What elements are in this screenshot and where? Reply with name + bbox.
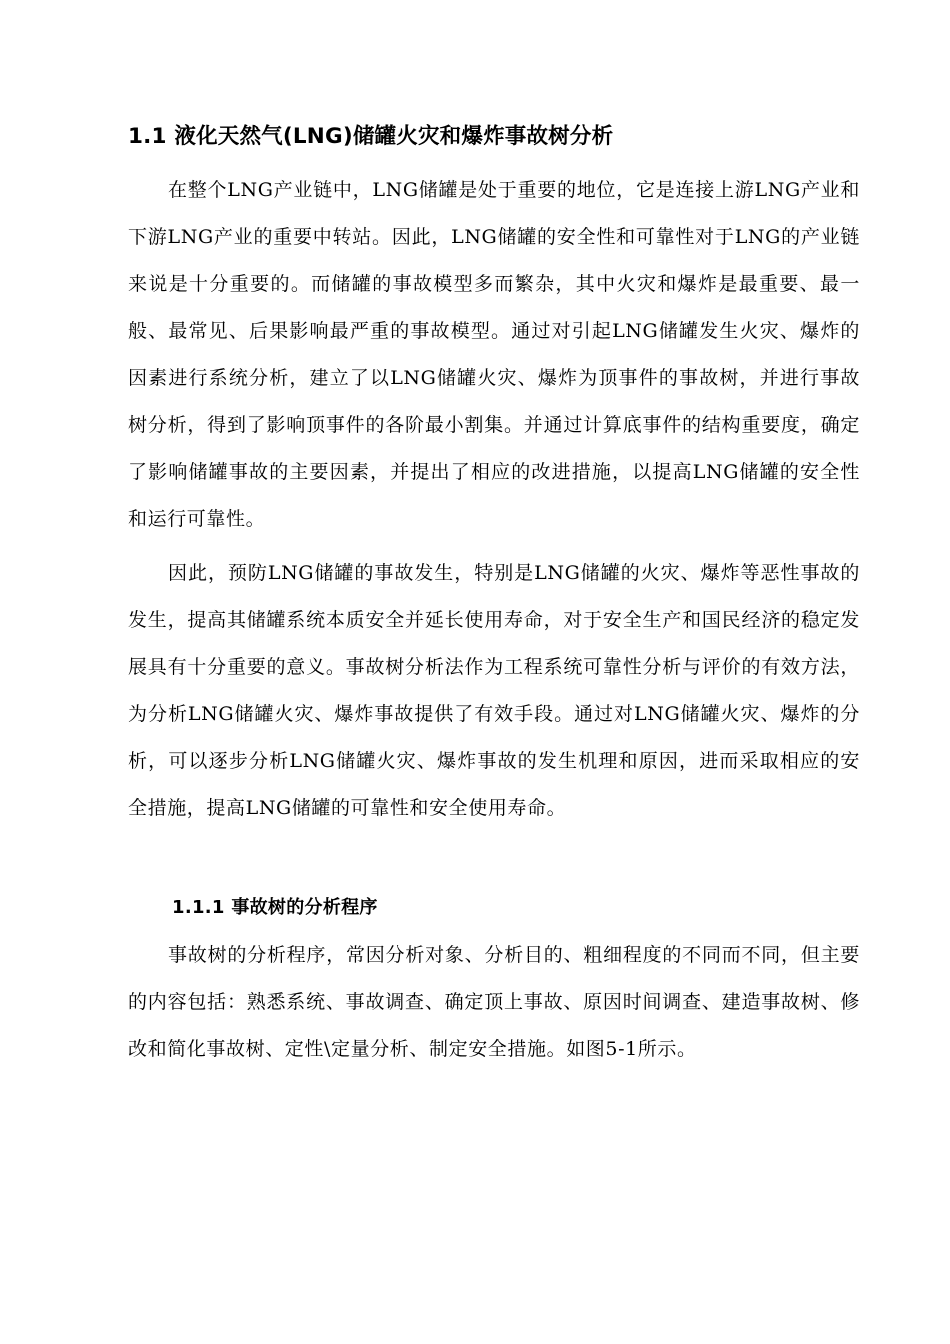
paragraph: 事故树的分析程序，常因分析对象、分析目的、粗细程度的不同而不同，但主要的内容包括：熟悉系统、事故调查、确定顶上事故、原因时间调查、建造事故树、修改和简化事故树、定性\定量分析、制定安全措施。如图5-1所示。 [128, 944, 860, 1060]
subsection-heading: 1.1.1 事故树的分析程序 [172, 897, 378, 918]
paragraph: 在整个LNG产业链中，LNG储罐是处于重要的地位，它是连接上游LNG产业和下游LNG产业的重要中转站。因此，LNG储罐的安全性和可靠性对于LNG的产业链来说是十分重要的。而储罐的事故模型多而繁杂，其中火灾和爆炸是最重要、最一般、最常见、后果影响最严重的事故模型。通过对引起LNG储罐发生火灾、爆炸的因素进行系统分析，建立了以LNG储罐火灾、爆炸为顶事件的事故树，并进行事故树分析，得到了影响顶事件的各阶最小割集。并通过计算底事件的结构重要度，确定了影响储罐事故的主要因素，并提出了相应的改进措施，以提高LNG储罐的安全性和运行可靠性。 [128, 179, 860, 530]
section-heading: 1.1 液化天然气(LNG)储罐火灾和爆炸事故树分析 [128, 124, 614, 149]
paragraph-2-block [128, 550, 860, 832]
paragraph-3-block [128, 932, 860, 1073]
paragraph-1-block [128, 167, 860, 543]
paragraph: 因此，预防LNG储罐的事故发生，特别是LNG储罐的火灾、爆炸等恶性事故的发生，提高其储罐系统本质安全并延长使用寿命，对于安全生产和国民经济的稳定发展具有十分重要的意义。事故树分析法作为工程系统可靠性分析与评价的有效方法，为分析LNG储罐火灾、爆炸事故提供了有效手段。通过对LNG储罐火灾、爆炸的分析，可以逐步分析LNG储罐火灾、爆炸事故的发生机理和原因，进而采取相应的安全措施，提高LNG储罐的可靠性和安全使用寿命。 [128, 562, 860, 819]
